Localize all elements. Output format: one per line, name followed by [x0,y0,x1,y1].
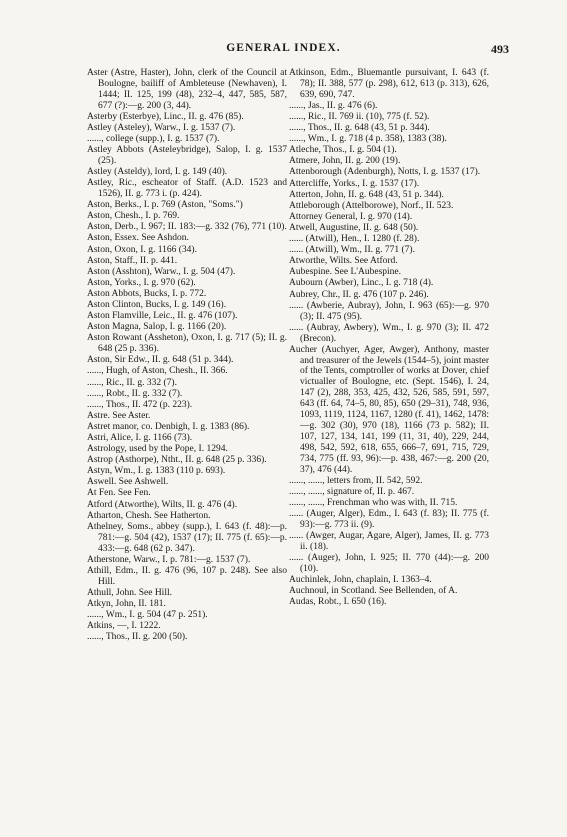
index-entry: Atterton, John, II. g. 648 (43, 51 p. 344). [289,189,444,200]
index-entry: Astre. See Aster. [87,410,151,421]
index-entry: ......, Jas., II. g. 476 (6). [289,100,378,111]
index-entry: ......, Wm., I. g. 718 (4 p. 358), 1383 (38). [289,134,447,145]
index-entry: Aston, Essex. See Ashdon. [87,233,189,244]
index-entry: Astyn, Wm., I. g. 1383 (110 p. 693). [87,466,226,477]
index-entry: ...... (Aubray, Awbery), Wm., I. g. 970 (3); II. 472 (Brecon). [289,322,489,344]
index-entry: ......, Hugh, of Aston, Chesh., II. 366. [87,366,228,377]
index-entry: Aston Rowant (Assheton), Oxon, I. g. 717 (5); II. g. 648 (25 p. 336). [87,333,287,355]
index-entry: Aston, Berks., I. p. 769 (Aston, "Soms.") [87,200,243,211]
index-entry: ......, Wm., I. g. 504 (47 p. 251). [87,609,208,620]
index-entry: Atleche, Thos., I. g. 504 (1). [289,145,397,156]
index-entry: Astri, Alice, I. g. 1166 (73). [87,432,193,443]
index-entry: Auchinlek, John, chaplain, I. 1363–4. [289,574,432,585]
index-entry: Aswell. See Ashwell. [87,477,169,488]
index-entry: Atworthe, Wilts. See Atford. [289,256,398,267]
index-entry: Aubespine. See L'Aubespine. [289,267,401,278]
index-entry: Aston Clinton, Bucks, I. g. 149 (16). [87,300,227,311]
index-entry: ......, ......, Frenchman who was with, II. 715. [289,497,458,508]
index-entry: Aubrey, Chr., II. g. 476 (107 p. 246). [289,289,429,300]
index-entry: ......, Robt., II. g. 332 (7). [87,388,183,399]
index-entry: ......, Thos., II. g. 200 (50). [87,632,188,643]
page-header [0,0,567,56]
index-entry: Attenborough (Adenburgh), Notts, I. g. 1537 (17). [289,167,481,178]
index-entry: Aston, Staff., II. p. 441. [87,255,178,266]
index-entry: Aston, Chesh., I. p. 769. [87,211,180,222]
index-column-right [289,68,489,608]
running-title: GENERAL INDEX. [226,42,341,54]
index-entry: Atford (Atworthe), Wilts, II. g. 476 (4). [87,499,238,510]
index-entry: ...... (Atwill), Wm., II. g. 771 (7). [289,245,415,256]
index-entry: ...... (Awberie, Aubray), John, I. 963 (65):—g. 970 (3); II. 475 (95). [289,300,489,322]
index-entry: Atkinson, Edm., Bluemantle pursuivant, I. 643 (f. 78); II. 388, 577 (p. 298), 612, 613 (p. 313), 626, 639, 690, 747. [289,68,489,100]
index-entry: Atkyn, John, II. 181. [87,598,166,609]
index-entry: Attercliffe, Yorks., I. g. 1537 (17). [289,178,420,189]
index-entry: Aster (Astre, Haster), John, clerk of the Council at Boulogne, bailiff of Ambleteuse (Newhaven), I. 1444; II. 125, 199 (48), 232–4, 447, 585, 587, 677 (?):—g. 200 (3, 44). [87,68,287,111]
index-entry: ......, ......, signature of, II. p. 467. [289,486,415,497]
index-entry: Athill, Edm., II. g. 476 (96, 107 p. 248). See also Hill. [87,565,287,587]
index-entry: ...... (Atwill), Hen., I. 1280 (f. 28). [289,234,420,245]
index-entry: ...... (Auger), John, I. 925; II. 770 (44):—g. 200 (10). [289,552,489,574]
index-entry: Audas, Robt., I. 650 (16). [289,597,387,608]
index-entry: Aston Abbots, Bucks, I. p. 772. [87,288,207,299]
index-entry: Atharton, Chesh. See Hatherton. [87,510,211,521]
index-entry: Atwell, Augustine, II. g. 648 (50). [289,222,419,233]
index-entry: Astley (Asteley), Warw., I. g. 1537 (7). [87,122,236,133]
index-entry: Aston, Oxon, I. g. 1166 (34). [87,244,197,255]
index-entry: Aston, Derb., I. 967; II. 183:—g. 332 (76), 771 (10). [87,222,287,233]
index-entry: Aubourn (Awber), Linc., I. g. 718 (4). [289,278,434,289]
index-entry: Athelney, Soms., abbey (supp.), I. 643 (f. 48):—p. 781:—g. 504 (42), 1537 (17); II. 775 (f. 65):—p. 433:—g. 648 (62 p. 347). [87,521,287,554]
index-entry: Astrop (Asthorpe), Ntht., II. g. 648 (25 p. 336). [87,455,267,466]
index-column-left [87,68,287,643]
index-entry: Astley (Asteldy), lord, I. g. 149 (40). [87,167,228,178]
index-entry: Aston, Sir Edw., II. g. 648 (51 p. 344). [87,355,234,366]
index-entry: Asterby (Esterbye), Linc., II. g. 476 (85). [87,111,244,122]
index-entry: ......, college (supp.), I. g. 1537 (7). [87,134,220,144]
index-entry: ......, Thos., II. 472 (p. 223). [87,399,193,410]
index-entry: Aston, Yorks., I. g. 970 (62). [87,277,196,288]
index-entry: Aston Flamville, Leic., II. g. 476 (107). [87,311,238,322]
index-entry: Astret manor, co. Denbigh, I. g. 1383 (86). [87,421,250,432]
index-entry: ......, ......, letters from, II. 542, 592. [289,475,423,486]
index-entry: ......, Ric., II. g. 332 (7). [87,377,177,388]
index-entry: Attorney General, I. g. 970 (14). [289,211,413,222]
index-entry: Auchnoul, in Scotland. See Bellenden, of A. [289,586,458,597]
index-entry: Aucher (Auchyer, Ager, Awger), Anthony, master and treasurer of the Jewels (1544–5), joint master of the Tents, comptroller of works at Dover, chief victualler of Boulogne, etc. (Sept. 1546), I. 24, 147 (2), 288, 353, 425, 432, 526, 585, 591, 597, 643 (ff. 64, 74–5, 80, 85), 650 (29–31), 748, 936, 1093, 1119, 1124, 1167, 1280 (f. 41), 1462, 1478:—g. 302 (30), 970 (18), 1166 (73 p. 582); II. 107, 127, 134, 141, 199 (11, 31, 40), 229, 244, 498, 542, 592, 618, 655, 666–7, 691, 715, 729, 734, 775 (ff. 93, 96):—p. 438, 467:—g. 200 (20, 37), 476 (44). [289,344,489,475]
index-entry: Atmere, John, II. g. 200 (19). [289,156,401,167]
index-entry: Attleborough (Attelborowe), Norf., II. 523. [289,200,454,211]
index-entry: Astrology, used by the Pope, I. 1294. [87,444,228,455]
index-entry: Athull, John. See Hill. [87,587,172,598]
index-entry: ...... (Auger, Alger), Edm., I. 643 (f. 83); II. 775 (f. 93):—g. 773 ii. (9). [289,508,489,530]
index-entry: Atkins, —, I. 1222. [87,621,161,631]
index-entry: Astley, Ric., escheator of Staff. (A.D. 1523 and 1526), II. g. 773 i. (p. 424). [87,178,287,200]
index-entry: Atherstone, Warw., I. p. 781:—g. 1537 (7). [87,554,251,565]
index-entry: Astley Abbots (Asteleybridge), Salop, I. g. 1537 (25). [87,145,287,166]
index-entry: ......, Ric., II. 769 ii. (10), 775 (f. 52). [289,112,430,122]
index-entry: Aston (Asshton), Warw., I. g. 504 (47). [87,266,236,277]
index-entry: ...... (Awger, Augar, Agare, Alger), James, II. g. 773 ii. (18). [289,530,489,552]
index-entry: At Fen. See Fen. [87,488,151,499]
page-number: 493 [491,42,509,56]
index-entry: Aston Magna, Salop, I. g. 1166 (20). [87,322,227,333]
index-entry: ......, Thos., II. g. 648 (43, 51 p. 344). [289,123,430,134]
